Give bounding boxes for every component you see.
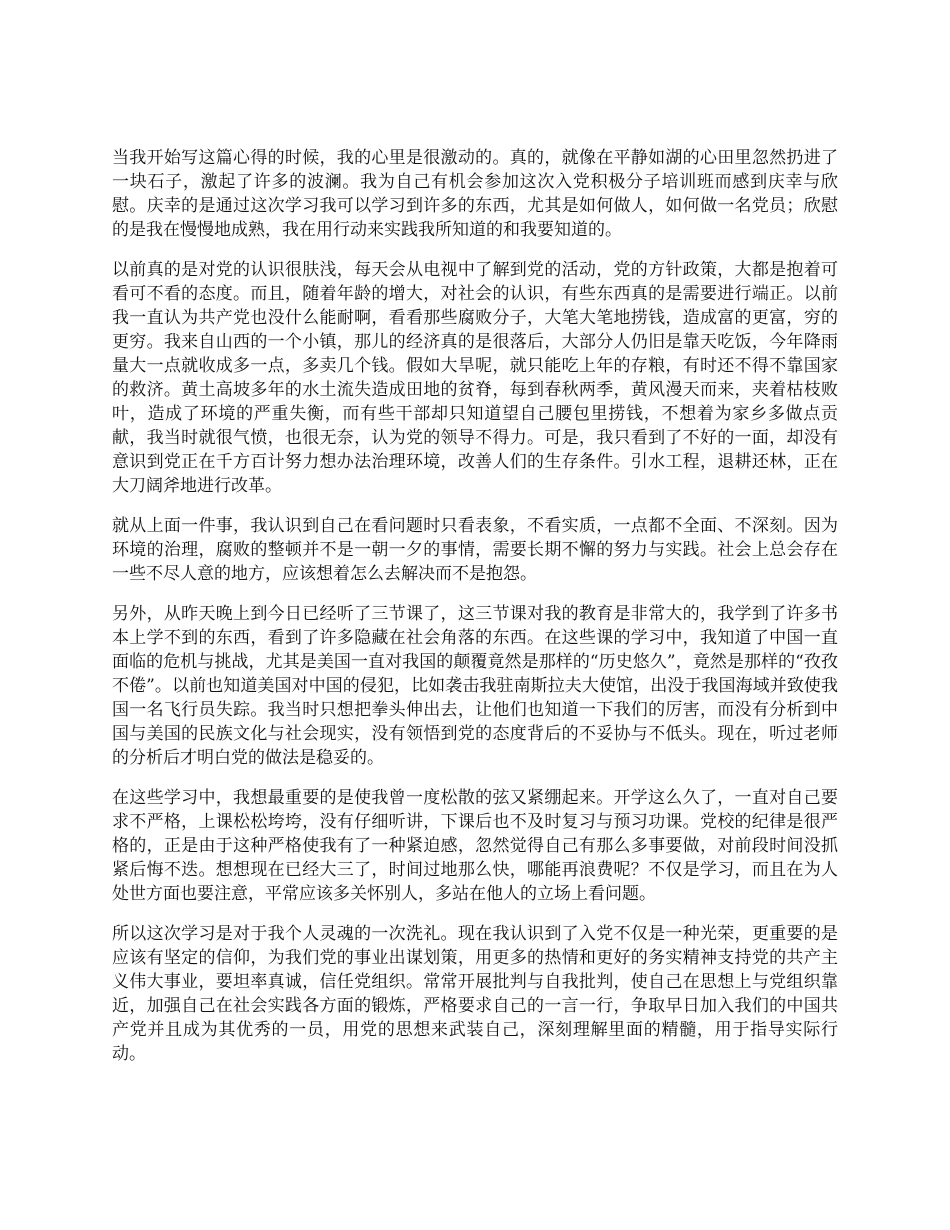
paragraph-4: 另外，从昨天晚上到今日已经听了三节课了，这三节课对我的教育是非常大的，我学到了许多书本上学不到的东西，看到了许多隐藏在社会角落的东西。在这些课的学习中，我知道了中国一直面临的危机与挑战，尤其是美国一直对我国的颠覆竟然是那样的“历史悠久”，竟然是那样的“孜孜不倦”。以前也知道美国对中国的侵犯，比如袭击我驻南斯拉夫大使馆，出没于我国海域并致使我国一名飞行员失踪。我当时只想把拳头伸出去，让他们也知道一下我们的厉害，而没有分析到中国与美国的民族文化与社会现实，没有领悟到党的态度背后的不妥协与不低头。现在，听过老师的分析后才明白党的做法是稳妥的。 [112,604,838,768]
paragraph-6: 所以这次学习是对于我个人灵魂的一次洗礼。现在我认识到了入党不仅是一种光荣，更重要的是应该有坚定的信仰，为我们党的事业出谋划策，用更多的热情和更好的务实精神支持党的共产主义伟大事业，要坦率真诚，信任党组织。常常开展批判与自我批判，使自己在思想上与党组织靠近，加强自己在社会实践各方面的锻炼，严格要求自己的一言一行，争取早日加入我们的中国共产党并且成为其优秀的一员，用党的思想来武装自己，深刻理解里面的精髓，用于指导实际行动。 [112,924,838,1064]
paragraph-1: 当我开始写这篇心得的时候，我的心里是很激动的。真的，就像在平静如湖的心田里忽然扔进了一块石子，激起了许多的波澜。我为自己有机会参加这次入党积极分子培训班而感到庆幸与欣慰。庆幸的是通过这次学习我可以学习到许多的东西，尤其是如何做人，如何做一名党员；欣慰的是我在慢慢地成熟，我在用行动来实践我所知道的和我要知道的。 [112,148,838,240]
paragraph-3: 就从上面一件事，我认识到自己在看问题时只看表象，不看实质，一点都不全面、不深刻。因为环境的治理，腐败的整顿并不是一朝一夕的事情，需要长期不懈的努力与实践。社会上总会存在一些不尽人意的地方，应该想着怎么去解决而不是抱怨。 [112,516,838,584]
paragraph-2: 以前真的是对党的认识很肤浅，每天会从电视中了解到党的活动，党的方针政策，大都是抱着可看可不看的态度。而且，随着年龄的增大，对社会的认识，有些东西真的是需要进行端正。以前我一直认为共产党也没什么能耐啊，看看那些腐败分子，大笔大笔地捞钱，造成富的更富，穷的更穷。我来自山西的一个小镇，那儿的经济真的是很落后，大部分人仍旧是靠天吃饭，今年降雨量大一点就收成多一点，多卖几个钱。假如大旱呢，就只能吃上年的存粮，有时还不得不靠国家的救济。黄土高坡多年的水土流失造成田地的贫脊，每到春秋两季，黄风漫天而来，夹着枯枝败叶，造成了环境的严重失衡，而有些干部却只知道望自己腰包里捞钱，不想着为家乡多做点贡献，我当时就很气愤，也很无奈，认为党的领导不得力。可是，我只看到了不好的一面，却没有意识到党正在千方百计努力想办法治理环境，改善人们的生存条件。引水工程，退耕还林，正在大刀阔斧地进行改革。 [112,260,838,496]
paragraph-5: 在这些学习中，我想最重要的是使我曾一度松散的弦又紧绷起来。开学这么久了，一直对自己要求不严格，上课松松垮垮，没有仔细听讲，下课后也不及时复习与预习功课。党校的纪律是很严格的，正是由于这种严格使我有了一种紧迫感，忽然觉得自己有那么多事要做，对前段时间没抓紧后悔不迭。想想现在已经大三了，时间过地那么快，哪能再浪费呢？不仅是学习，而且在为人处世方面也要注意，平常应该多关怀别人，多站在他人的立场上看问题。 [112,788,838,904]
